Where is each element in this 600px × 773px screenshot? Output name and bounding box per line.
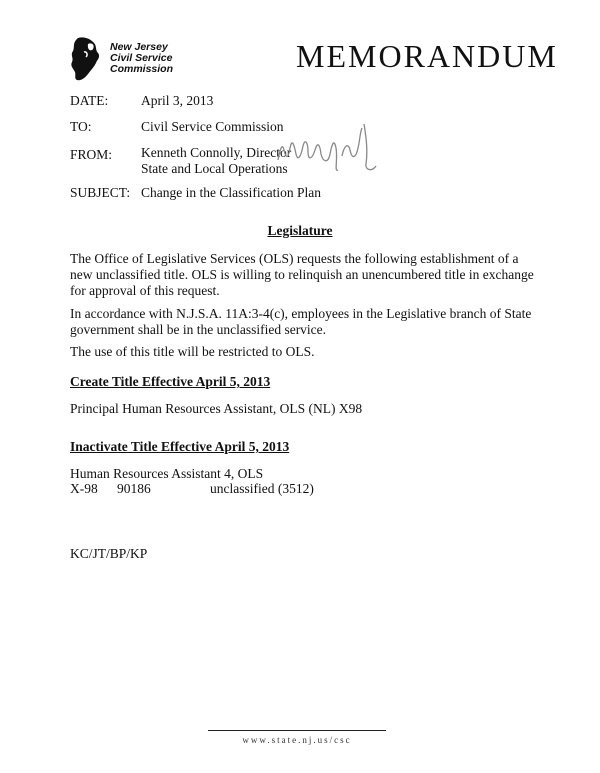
footer-url: www.state.nj.us/csc — [242, 735, 352, 745]
handwritten-signature — [268, 120, 386, 182]
inactivate-title-item: Human Resources Assistant 4, OLS — [70, 466, 264, 481]
new-jersey-state-icon — [64, 36, 108, 82]
footer-divider — [208, 730, 386, 731]
section-heading: Legislature — [267, 223, 333, 238]
title-status: unclassified (3512) — [210, 481, 314, 496]
from-department: State and Local Operations — [141, 161, 288, 176]
memo-title: MEMORANDUM — [296, 38, 558, 74]
logo-line-2: Civil Service — [110, 52, 173, 64]
author-initials: KC/JT/BP/KP — [70, 546, 148, 561]
date-value: April 3, 2013 — [141, 93, 214, 108]
civil-service-logo — [64, 36, 179, 82]
from-name: Kenneth Connolly, Director — [141, 145, 292, 160]
paragraph-statute: In accordance with N.J.S.A. 11A:3-4(c), employees in the Legislative branch of State government shall be in the unclassified service. — [70, 306, 532, 337]
subject-value: Change in the Classification Plan — [141, 185, 321, 200]
logo-line-3: Commission — [110, 63, 174, 75]
create-title-item: Principal Human Resources Assistant, OLS (NL) X98 — [70, 401, 363, 416]
inactivate-title-heading: Inactivate Title Effective April 5, 2013 — [70, 439, 290, 454]
paragraph-restriction: The use of this title will be restricted to OLS. — [70, 344, 315, 359]
logo-line-1: New Jersey — [110, 41, 168, 53]
subject-label: SUBJECT: — [70, 185, 131, 200]
date-label: DATE: — [70, 93, 109, 108]
from-label: FROM: — [70, 147, 113, 162]
to-label: TO: — [70, 119, 92, 134]
paragraph-request: The Office of Legislative Services (OLS) requests the following establishment of a new unclassified title. OLS is willing to relinquish an unencumbered title in exchange for approval of this request. — [70, 251, 534, 298]
create-title-heading: Create Title Effective April 5, 2013 — [70, 374, 271, 389]
title-class-code: X-98 — [70, 481, 98, 496]
to-value: Civil Service Commission — [141, 119, 284, 134]
title-number: 90186 — [117, 481, 151, 496]
